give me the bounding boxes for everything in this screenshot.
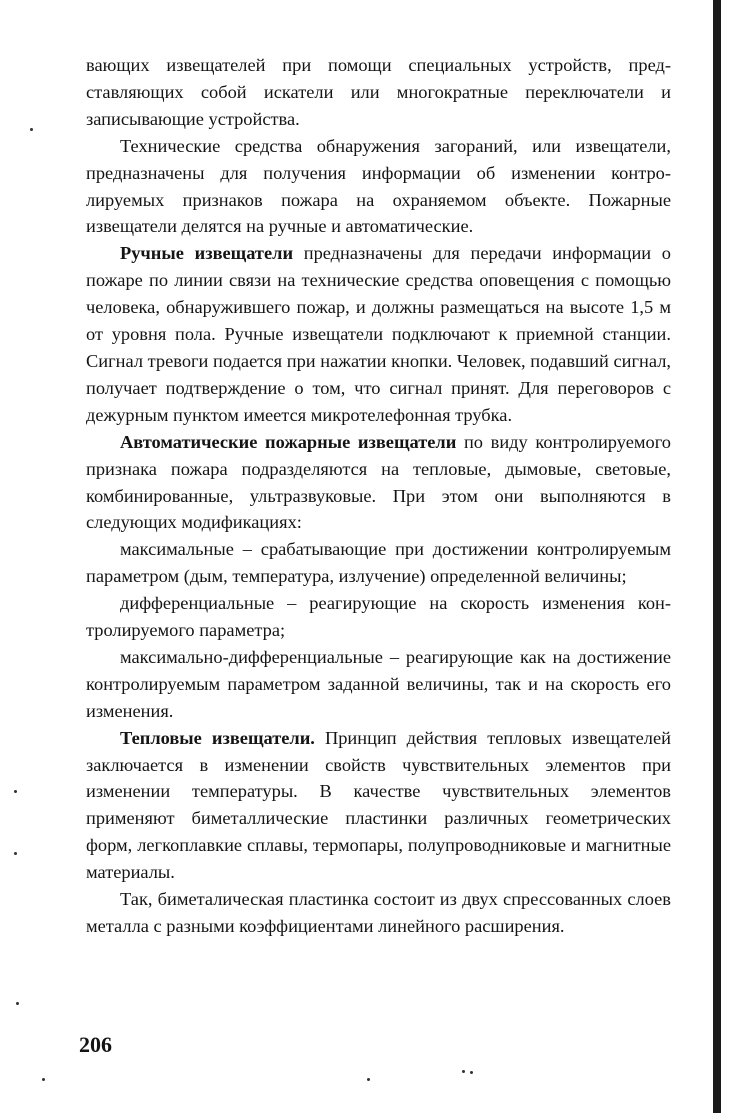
- paragraph-text: максимально-дифференциальные – реагирующие как на достижение контролируемым параметром заданной величины, так и на скорость его изменения.: [86, 646, 671, 721]
- paragraph-text: Технические средства обнаружения загораний, или извещатели, предназначены для получения информации об изменении контролируемых признаков пожара на охраняемом объекте. Пожарные извещатели делятся на ручные и автоматические.: [86, 135, 671, 237]
- paragraph-thermal-detectors: [86, 725, 671, 886]
- list-item-maximal: [86, 536, 671, 590]
- paragraph-text: предназначены для передачи информации о пожаре по линии связи на технические средства оповещения с помощью человека, обнаружившего пожар, и должны размещаться на высоте 1,5 м от уровня пола. Ручные извещатели подключают к приемной станции. Сигнал тревоги подается при нажатии кнопки. Человек, подавший сигнал, получает подтверждение о том, что сигнал принят. Для переговоров с дежурным пунктом имеется микротелефонная трубка.: [86, 243, 672, 425]
- paragraph-lead: Автоматические пожарные извещатели: [120, 431, 457, 452]
- paragraph-text: Принцип действия тепловых извещателей заключается в изменении свойств чувствительных элементов при изменении температуры. В качестве чувствительных элементов применяют биметаллические пластинки различных геометрических форм, легкоплавкие сплавы, термопары, полупроводниковые и магнитные материалы.: [86, 727, 671, 883]
- paragraph-text: Так, биметалическая пластинка состоит из двух спрессованных слоев металла с разными коэффициентами линейного расширения.: [86, 889, 671, 936]
- paragraph-continuation: [86, 52, 671, 133]
- scan-speck: [42, 1078, 45, 1081]
- scan-speck: [14, 790, 17, 793]
- paragraph-lead: Тепловые извещатели.: [120, 727, 315, 748]
- scan-speck: [14, 852, 17, 855]
- page-number: 206: [79, 1032, 112, 1057]
- scan-speck: [462, 1070, 465, 1073]
- paragraph-text: максимальные – срабатывающие при достижении контролируемым параметром (дым, температура, излучение) определенной величины;: [86, 539, 671, 587]
- paragraph-detectors-intro: [86, 133, 671, 241]
- paragraph-manual-detectors: [86, 240, 671, 428]
- scan-speck: [470, 1071, 473, 1074]
- scan-speck: [16, 1002, 19, 1005]
- paragraph-text: вающих извещателей при помощи специальных устройств, представляющих собой искатели или многократные переключатели и записывающие устройства.: [86, 55, 671, 129]
- paragraph-bimetal: [86, 886, 671, 940]
- page-body: [86, 52, 671, 940]
- paragraph-text: по виду контролируемого признака пожара подразделяются на тепловые, дымовые, световые, комбинированные, ультразвуковые. При этом они выполняются в следующих модификациях:: [86, 431, 671, 533]
- scan-right-edge-shadow: [713, 0, 721, 1113]
- paragraph-lead: Ручные извещатели: [120, 243, 294, 264]
- scan-speck: [367, 1078, 370, 1081]
- list-item-max-differential: [86, 644, 671, 725]
- paragraph-text: дифференциальные – реагирующие на скорость изменения контролируемого параметра;: [86, 593, 671, 641]
- paragraph-automatic-detectors: [86, 429, 671, 537]
- list-item-differential: [86, 590, 671, 644]
- scan-speck: [30, 128, 33, 131]
